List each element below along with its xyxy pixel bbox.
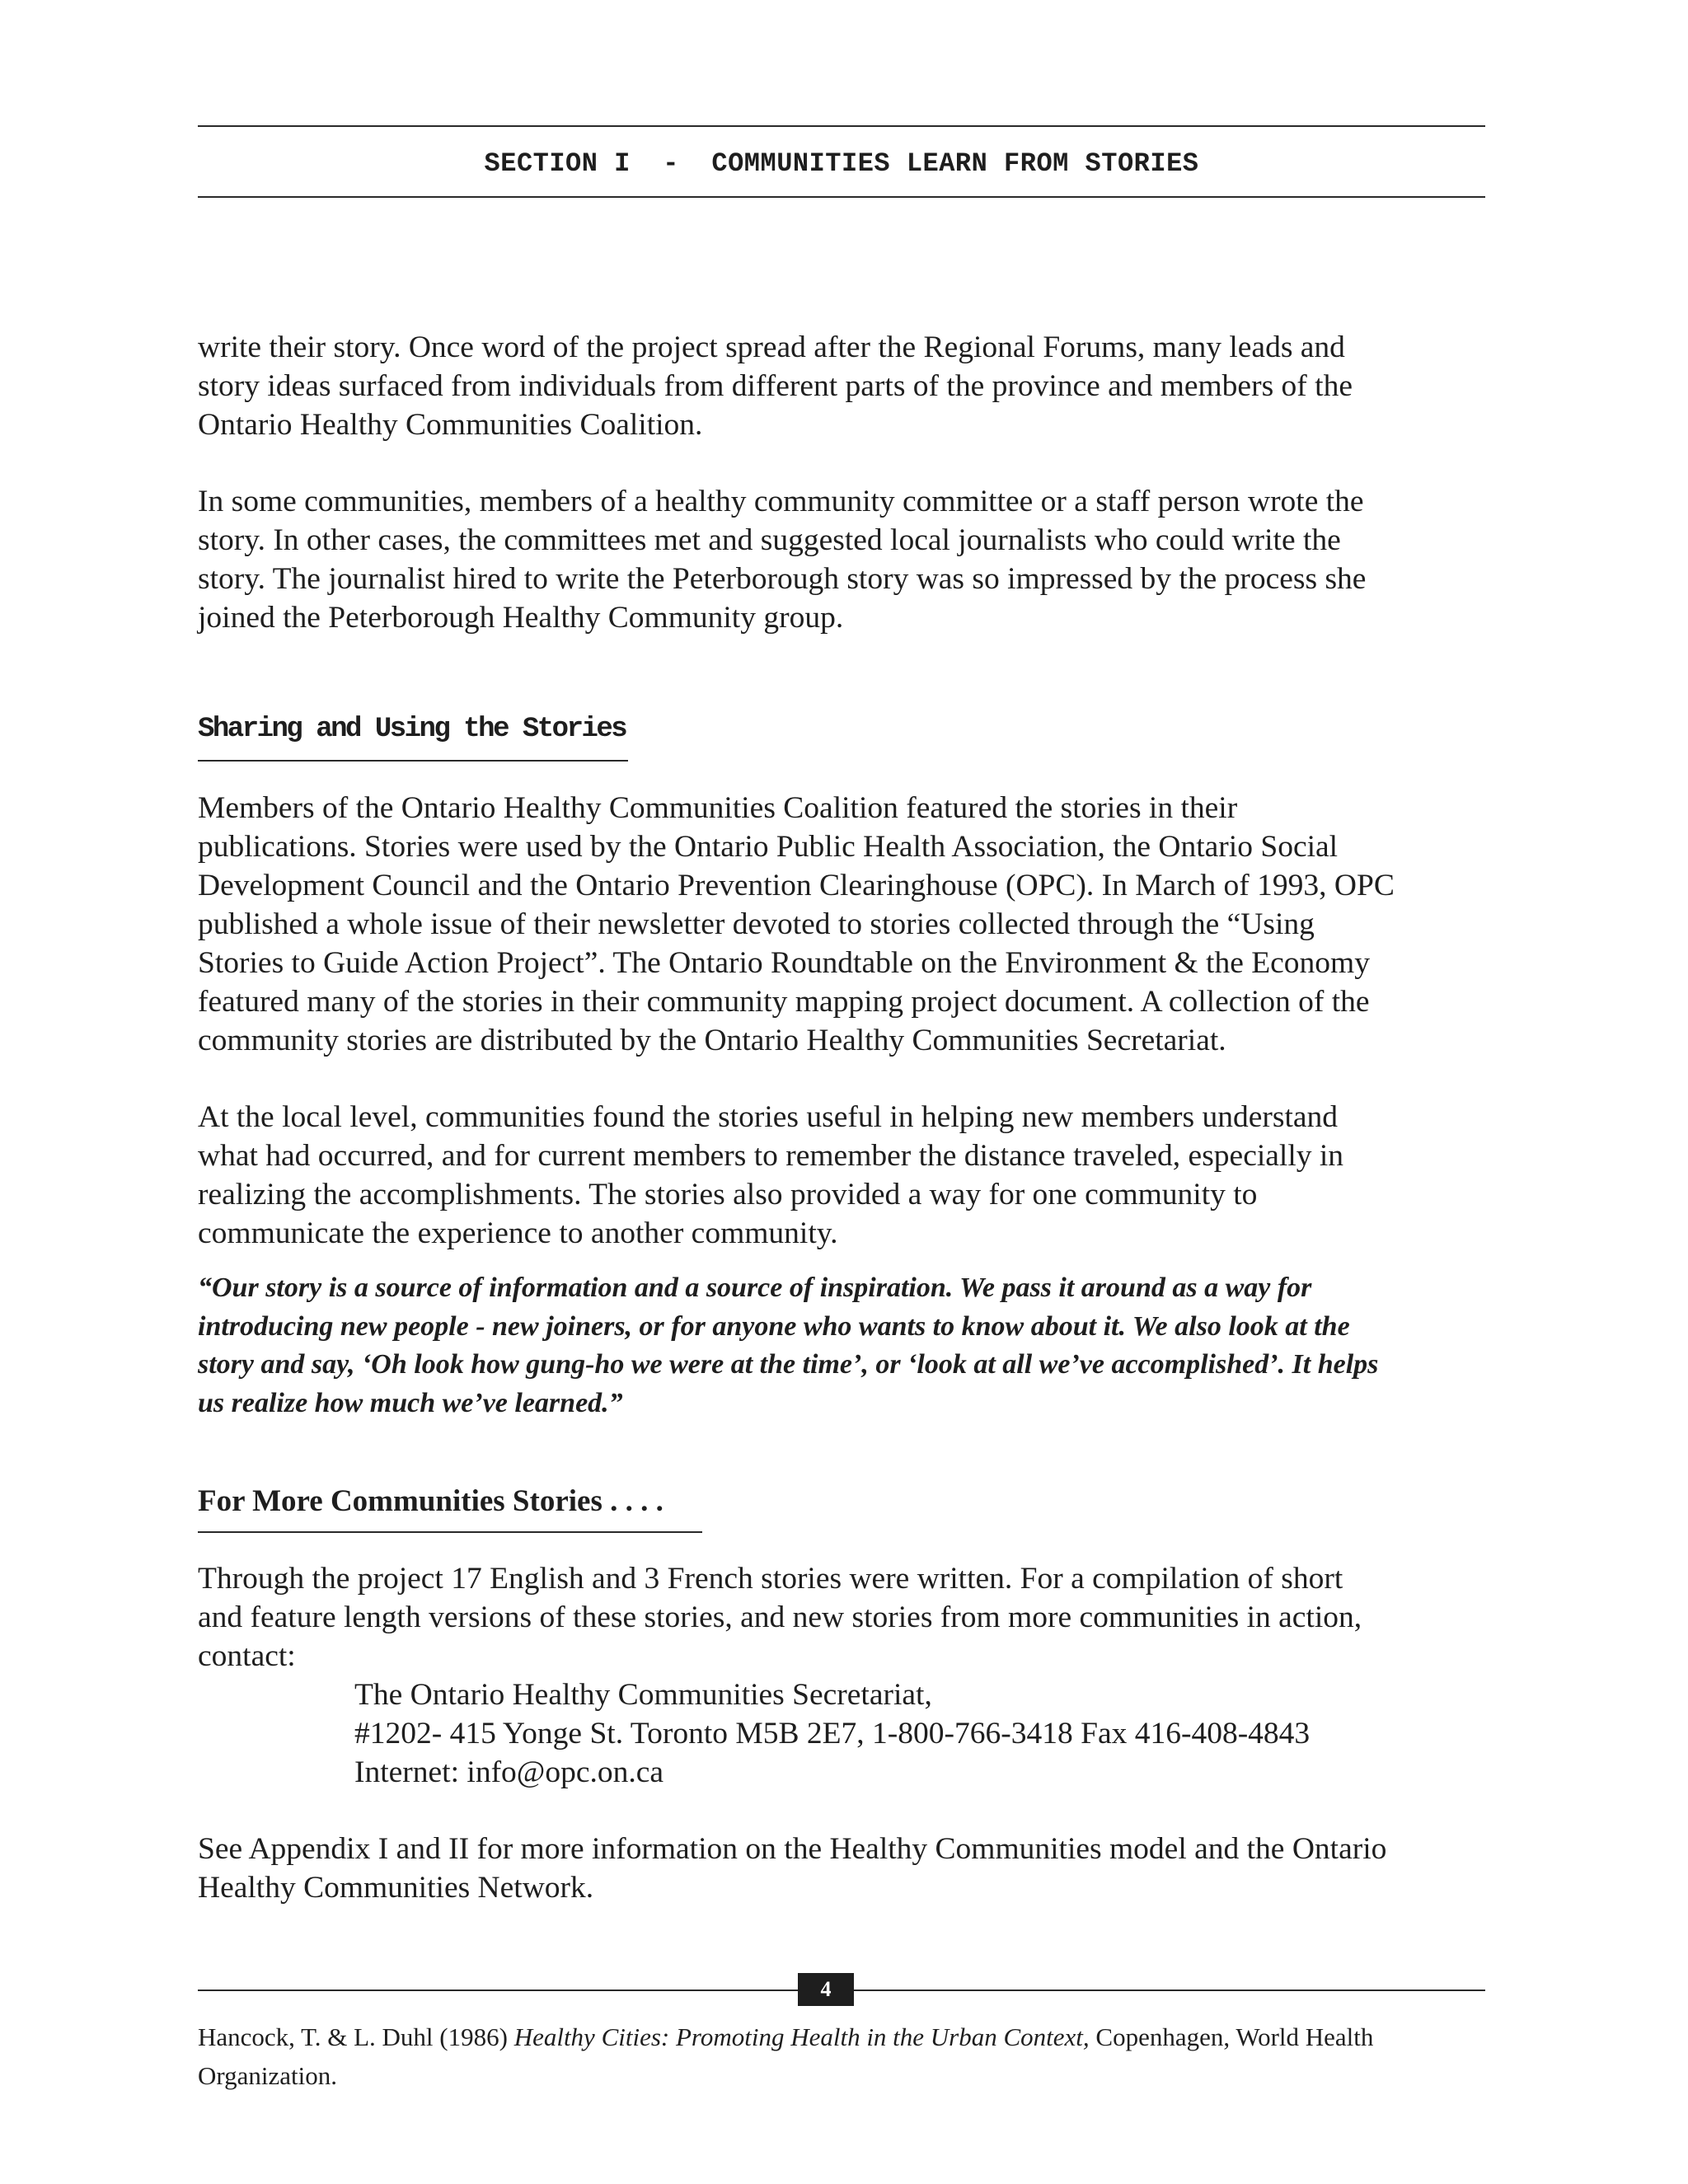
text-line: communicate the experience to another community. [198, 1216, 838, 1250]
address-line: Internet: info@opc.on.ca [354, 1755, 664, 1789]
text-line: story. The journalist hired to write the Peterborough story was so impressed by the process she [198, 562, 1367, 596]
text-line: published a whole issue of their newsletter devoted to stories collected through the “Using [198, 907, 1315, 941]
quote-block [198, 1269, 1492, 1422]
text-line: Stories to Guide Action Project”. The Ontario Roundtable on the Environment & the Economy [198, 946, 1370, 980]
header-top-rule [198, 125, 1485, 127]
text-line: and feature length versions of these stories, and new stories from more communities in action, [198, 1601, 1362, 1634]
text-line: featured many of the stories in their community mapping project document. A collection of the [198, 985, 1370, 1019]
text-line: contact: [198, 1639, 296, 1673]
footnote-title: Healthy Cities: Promoting Health in the Urban Context, [513, 2022, 1090, 2051]
contact-address-block [354, 1675, 1310, 1792]
text-line: publications. Stories were used by the Ontario Public Health Association, the Ontario Social [198, 830, 1339, 864]
paragraph-project-stories [198, 1559, 1492, 1675]
quote-line: us realize how much we’ve learned.” [198, 1387, 623, 1418]
text-line: story. In other cases, the committees met and suggested local journalists who could write the [198, 523, 1341, 557]
footnote-line [198, 2018, 1492, 2056]
paragraph-story-leads [198, 328, 1492, 444]
footnote-publisher: Copenhagen, World Health [1089, 2022, 1374, 2051]
header-bottom-rule [198, 196, 1485, 198]
page-number-badge: 4 [798, 1973, 854, 2006]
section-header-title: SECTION I - COMMUNITIES LEARN FROM STORIES [484, 148, 1199, 179]
quote-line: introducing new people - new joiners, or for anyone who wants to know about it. We also look at the [198, 1310, 1350, 1342]
address-line: The Ontario Healthy Communities Secretariat, [354, 1678, 932, 1712]
quote-line: story and say, ‘Oh look how gung-ho we were at the time’, or ‘look at all we’ve accomplished’. It helps [198, 1349, 1379, 1380]
heading-sharing-using-stories: Sharing and Using the Stories [198, 714, 626, 745]
text-line: See Appendix I and II for more information on the Healthy Communities model and the Ontario [198, 1832, 1387, 1866]
paragraph-coalition-publications [198, 789, 1492, 1060]
text-line: story ideas surfaced from individuals from different parts of the province and members of the [198, 369, 1353, 403]
text-line: community stories are distributed by the Ontario Healthy Communities Secretariat. [198, 1024, 1226, 1057]
text-line: realizing the accomplishments. The stories also provided a way for one community to [198, 1178, 1258, 1212]
text-line: joined the Peterborough Healthy Community group. [198, 601, 844, 635]
heading-more-stories: For More Communities Stories . . . . [198, 1484, 663, 1518]
paragraph-story-writers [198, 482, 1492, 637]
heading-underline [198, 1531, 702, 1533]
footnote-line: Organization. [198, 2061, 338, 2090]
text-line: At the local level, communities found the stories useful in helping new members understand [198, 1100, 1339, 1134]
paragraph-see-appendix [198, 1830, 1492, 1907]
text-line: what had occurred, and for current members to remember the distance traveled, especially in [198, 1139, 1344, 1173]
address-line: #1202- 415 Yonge St. Toronto M5B 2E7, 1-800-766-3418 Fax 416-408-4843 [354, 1717, 1311, 1750]
footnote-authors: Hancock, T. & L. Duhl (1986) [198, 2022, 514, 2051]
text-line: Healthy Communities Network. [198, 1871, 594, 1905]
heading-underline [198, 760, 628, 762]
text-line: Members of the Ontario Healthy Communities Coalition featured the stories in their [198, 791, 1238, 825]
paragraph-local-level [198, 1098, 1492, 1253]
quote-line: “Our story is a source of information and a source of inspiration. We pass it around as a way for [198, 1272, 1312, 1303]
text-line: write their story. Once word of the project spread after the Regional Forums, many leads and [198, 330, 1345, 364]
text-line: Ontario Healthy Communities Coalition. [198, 408, 703, 442]
text-line: In some communities, members of a healthy community committee or a staff person wrote the [198, 485, 1364, 518]
text-line: Development Council and the Ontario Prevention Clearinghouse (OPC). In March of 1993, OPC [198, 869, 1395, 902]
footnote [198, 2018, 1492, 2095]
text-line: Through the project 17 English and 3 French stories were written. For a compilation of short [198, 1562, 1343, 1596]
